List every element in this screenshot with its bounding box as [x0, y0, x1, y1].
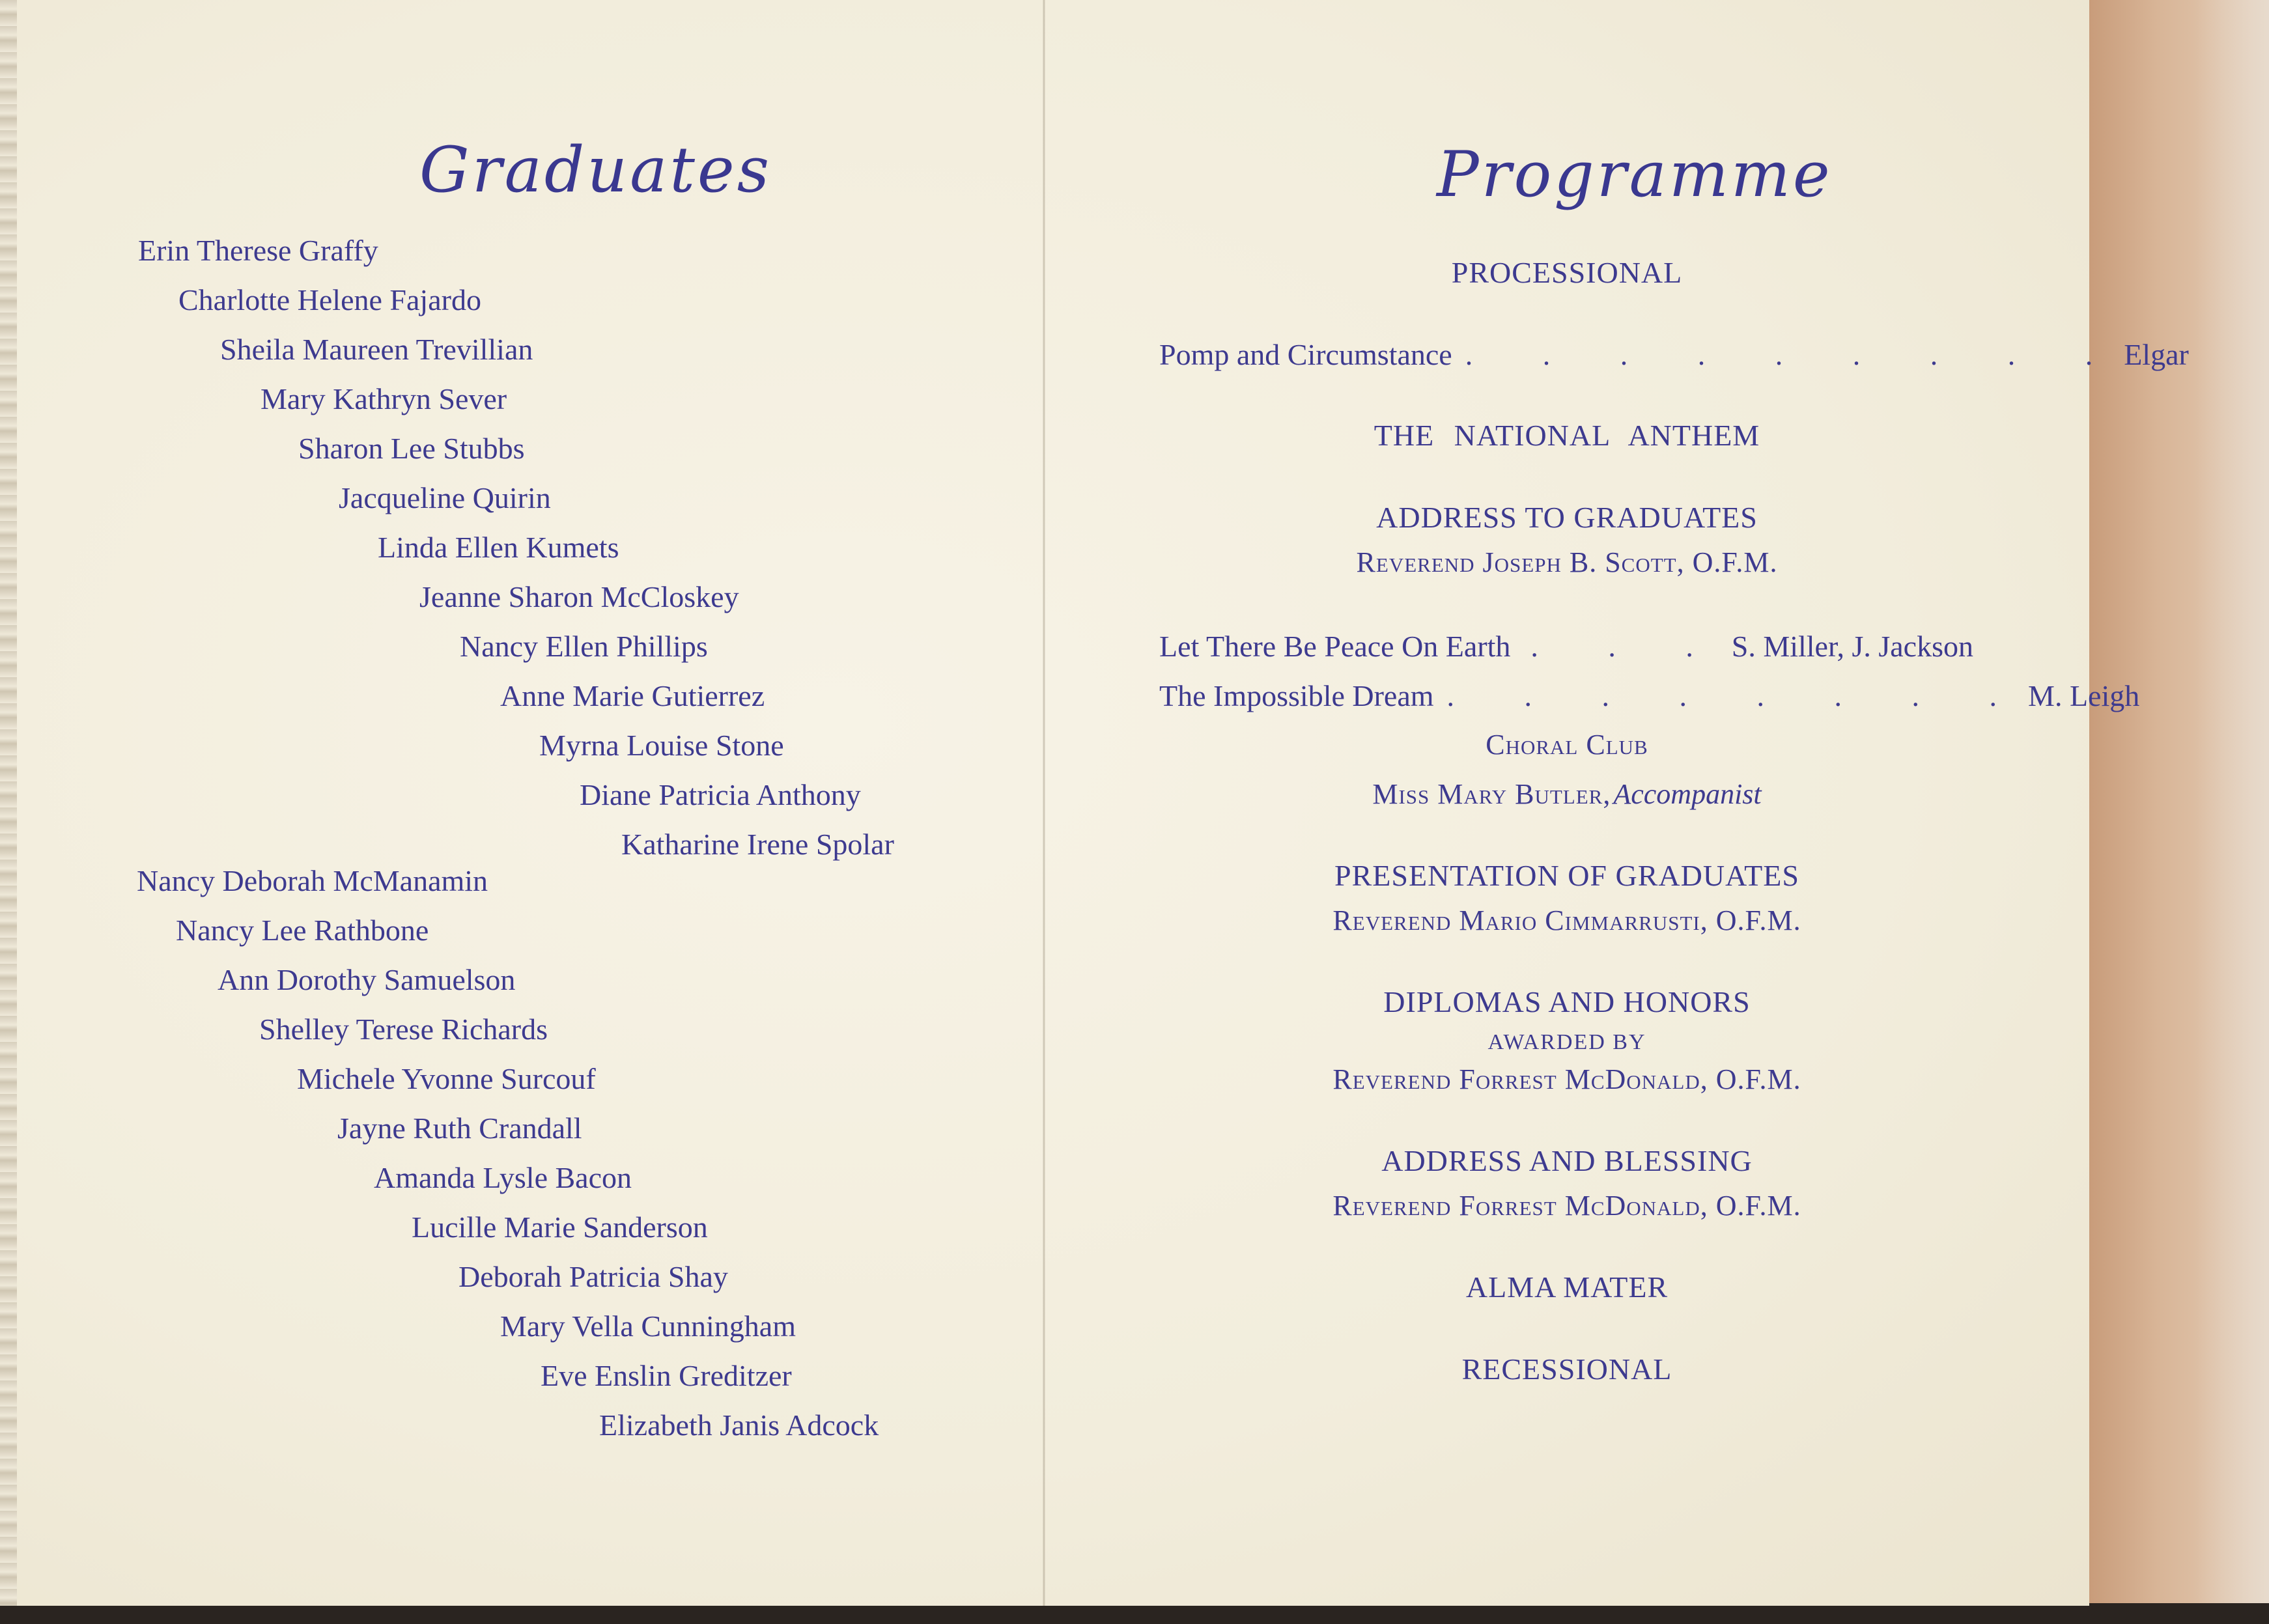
programme-entry-pomp: [1159, 337, 2189, 372]
graduates-heading: Graduates: [419, 133, 772, 206]
graduate-name: Lucille Marie Sanderson: [412, 1211, 708, 1244]
graduate-name: Jacqueline Quirin: [339, 481, 551, 514]
graduate-name: Nancy Lee Rathbone: [176, 914, 429, 947]
address-speaker: Reverend Joseph B. Scott, O.F.M.: [1356, 546, 1778, 578]
graduate-name: Nancy Deborah McManamin: [137, 864, 488, 897]
accompanist-role: Accompanist: [1613, 778, 1762, 810]
diplomas-item: DIPLOMAS AND HONORS: [1383, 985, 1751, 1018]
table-surface: [0, 1603, 2269, 1624]
graduate-name: Myrna Louise Stone: [539, 729, 784, 762]
graduate-name: Erin Therese Graffy: [138, 234, 378, 267]
graduate-name: Katharine Irene Spolar: [621, 828, 894, 861]
graduate-name: Mary Vella Cunningham: [500, 1309, 796, 1343]
graduate-name: Deborah Patricia Shay: [458, 1260, 728, 1293]
graduate-name: Michele Yvonne Surcouf: [297, 1062, 596, 1095]
graduate-name: Linda Ellen Kumets: [378, 531, 619, 564]
backing-edge: [2195, 0, 2269, 1624]
dot-leader: . . . . . . . .: [1446, 679, 2029, 712]
composer: S. Miller, J. Jackson: [1731, 630, 1973, 663]
graduates-page: [0, 0, 1042, 1606]
programme-heading: Programme: [1437, 138, 1833, 211]
dot-leader: . . .: [1530, 630, 1725, 663]
graduate-name: Diane Patricia Anthony: [580, 778, 861, 811]
graduate-name: Elizabeth Janis Adcock: [599, 1408, 879, 1442]
diplomas-speaker: Reverend Forrest McDonald, O.F.M.: [1332, 1063, 1801, 1095]
accompanist-line: [1046, 777, 2088, 811]
programme-entry-peace: [1159, 629, 1973, 664]
piece-title: Let There Be Peace On Earth: [1159, 630, 1511, 663]
address-to-graduates-item: ADDRESS TO GRADUATES: [1376, 501, 1758, 534]
graduate-name: Ann Dorothy Samuelson: [218, 963, 516, 996]
blessing-speaker: Reverend Forrest McDonald, O.F.M.: [1332, 1190, 1801, 1222]
graduate-name: Jeanne Sharon McCloskey: [419, 580, 739, 613]
piece-title: Pomp and Circumstance: [1159, 338, 1452, 371]
recessional-item: RECESSIONAL: [1461, 1352, 1672, 1386]
presentation-speaker: Reverend Mario Cimmarrusti, O.F.M.: [1332, 904, 1801, 936]
graduate-name: Sheila Maureen Trevillian: [220, 333, 533, 366]
composer: Elgar: [2124, 338, 2189, 371]
graduate-name: Mary Kathryn Sever: [261, 382, 507, 415]
graduate-name: Amanda Lysle Bacon: [374, 1161, 632, 1194]
choral-club-label: Choral Club: [1486, 729, 1648, 761]
dot-leader: . . . . . . . . .: [1465, 338, 2124, 371]
accompanist-name: Miss Mary Butler,: [1372, 778, 1611, 810]
programme-entry-dream: [1159, 679, 2140, 713]
graduate-name: Eve Enslin Greditzer: [541, 1359, 792, 1392]
graduate-name: Jayne Ruth Crandall: [337, 1112, 582, 1145]
graduate-name: Charlotte Helene Fajardo: [178, 283, 481, 316]
center-fold: [1043, 0, 1045, 1606]
awarded-by-label: AWARDED BY: [1487, 1030, 1646, 1054]
graduate-name: Sharon Lee Stubbs: [298, 432, 525, 465]
blessing-item: ADDRESS AND BLESSING: [1381, 1144, 1753, 1177]
piece-title: The Impossible Dream: [1159, 679, 1434, 712]
graduate-name: Shelley Terese Richards: [259, 1013, 548, 1046]
presentation-item: PRESENTATION OF GRADUATES: [1334, 859, 1799, 892]
graduate-name: Nancy Ellen Phillips: [460, 630, 708, 663]
programme-page: [1046, 0, 2189, 1606]
processional-item: PROCESSIONAL: [1451, 256, 1683, 289]
graduate-name: Anne Marie Gutierrez: [500, 679, 765, 712]
composer: M. Leigh: [2028, 679, 2140, 712]
national-anthem-item: THE NATIONAL ANTHEM: [1374, 419, 1760, 452]
alma-mater-item: ALMA MATER: [1465, 1270, 1669, 1304]
